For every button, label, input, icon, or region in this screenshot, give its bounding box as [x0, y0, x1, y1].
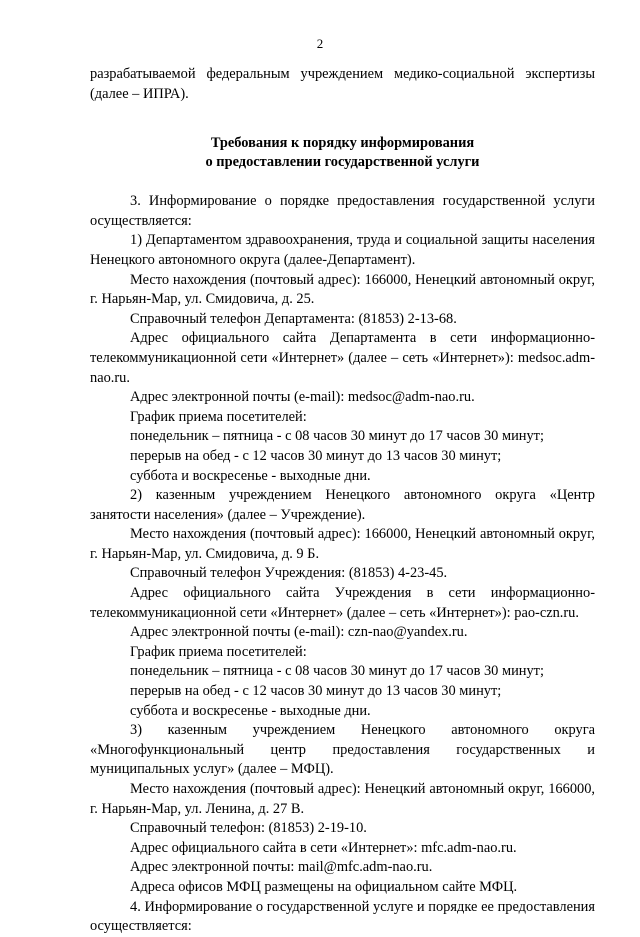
- page-number: 2: [316, 36, 324, 51]
- paragraph: суббота и воскресенье - выходные дни.: [130, 467, 371, 484]
- paragraph: Справочный телефон: (81853) 2-19-10.: [130, 820, 367, 837]
- paragraph: График приема посетителей:: [130, 643, 307, 660]
- paragraph: 3) казенным учреждением Ненецкого автономного округа «Многофункциональный центр предоставления государственных и муниципальных услуг» (далее – МФЦ).: [90, 722, 595, 778]
- paragraph: Адрес официального сайта Департамента в сети информационно-телекоммуникационной сети «Интернет» (далее – сеть «Интернет»): medsoc.adm-nao.ru.: [90, 330, 595, 386]
- paragraph: понедельник – пятница - с 08 часов 30 минут до 17 часов 30 минут;: [130, 663, 544, 680]
- paragraph: суббота и воскресенье - выходные дни.: [130, 702, 371, 719]
- heading-line-1: Требования к порядку информирования: [210, 135, 475, 152]
- paragraph: Адрес официального сайта в сети «Интернет»: mfc.adm-nao.ru.: [130, 839, 517, 856]
- paragraph: Справочный телефон Учреждения: (81853) 4-23-45.: [130, 565, 448, 582]
- section-heading: [90, 134, 595, 172]
- paragraph: Адрес официального сайта Учреждения в сети информационно-телекоммуникационной сети «Интернет» (далее – сеть «Интернет»): pao-czn.ru.: [90, 585, 595, 621]
- paragraph: 4. Информирование о государственной услуге и порядке ее предоставления осуществляется:: [90, 898, 595, 935]
- paragraph: 3. Информирование о порядке предоставления государственной услуги осуществляется:: [90, 193, 595, 229]
- paragraph: понедельник – пятница - с 08 часов 30 минут до 17 часов 30 минут;: [130, 428, 544, 445]
- paragraph: Адреса офисов МФЦ размещены на официальном сайте МФЦ.: [130, 878, 518, 895]
- heading-line-2: о предоставлении государственной услуги: [205, 154, 480, 171]
- paragraph: Справочный телефон Департамента: (81853) 2-13-68.: [130, 310, 457, 327]
- paragraph: Адрес электронной почты (e-mail): medsoc@adm-nao.ru.: [130, 389, 475, 406]
- paragraph: График приема посетителей:: [130, 408, 307, 425]
- document-body: [90, 65, 595, 937]
- paragraph: Место нахождения (почтовый адрес): Ненецкий автономный округ, 166000, г. Нарьян-Мар, ул. Ленина, д. 27 В.: [90, 781, 595, 817]
- paragraph: Адрес электронной почты (e-mail): czn-nao@yandex.ru.: [130, 624, 468, 641]
- paragraph: Место нахождения (почтовый адрес): 166000, Ненецкий автономный округ, г. Нарьян-Мар, ул. Смидовича, д. 9 Б.: [90, 526, 595, 562]
- paragraph: 2) казенным учреждением Ненецкого автономного округа «Центр занятости населения» (далее – Учреждение).: [90, 487, 595, 523]
- paragraph: Адрес электронной почты: mail@mfc.adm-nao.ru.: [130, 859, 433, 876]
- paragraph: Место нахождения (почтовый адрес): 166000, Ненецкий автономный округ, г. Нарьян-Мар, ул. Смидовича, д. 25.: [90, 271, 595, 308]
- paragraph: 1) Департаментом здравоохранения, труда и социальной защиты населения Ненецкого автономного округа (далее-Департамент).: [90, 232, 595, 268]
- paragraph: перерыв на обед - с 12 часов 30 минут до 13 часов 30 минут;: [130, 447, 502, 464]
- paragraph: перерыв на обед - с 12 часов 30 минут до 13 часов 30 минут;: [130, 683, 502, 700]
- intro-paragraph: разрабатываемой федеральным учреждением медико-социальной экспертизы (далее – ИПРА).: [90, 66, 595, 102]
